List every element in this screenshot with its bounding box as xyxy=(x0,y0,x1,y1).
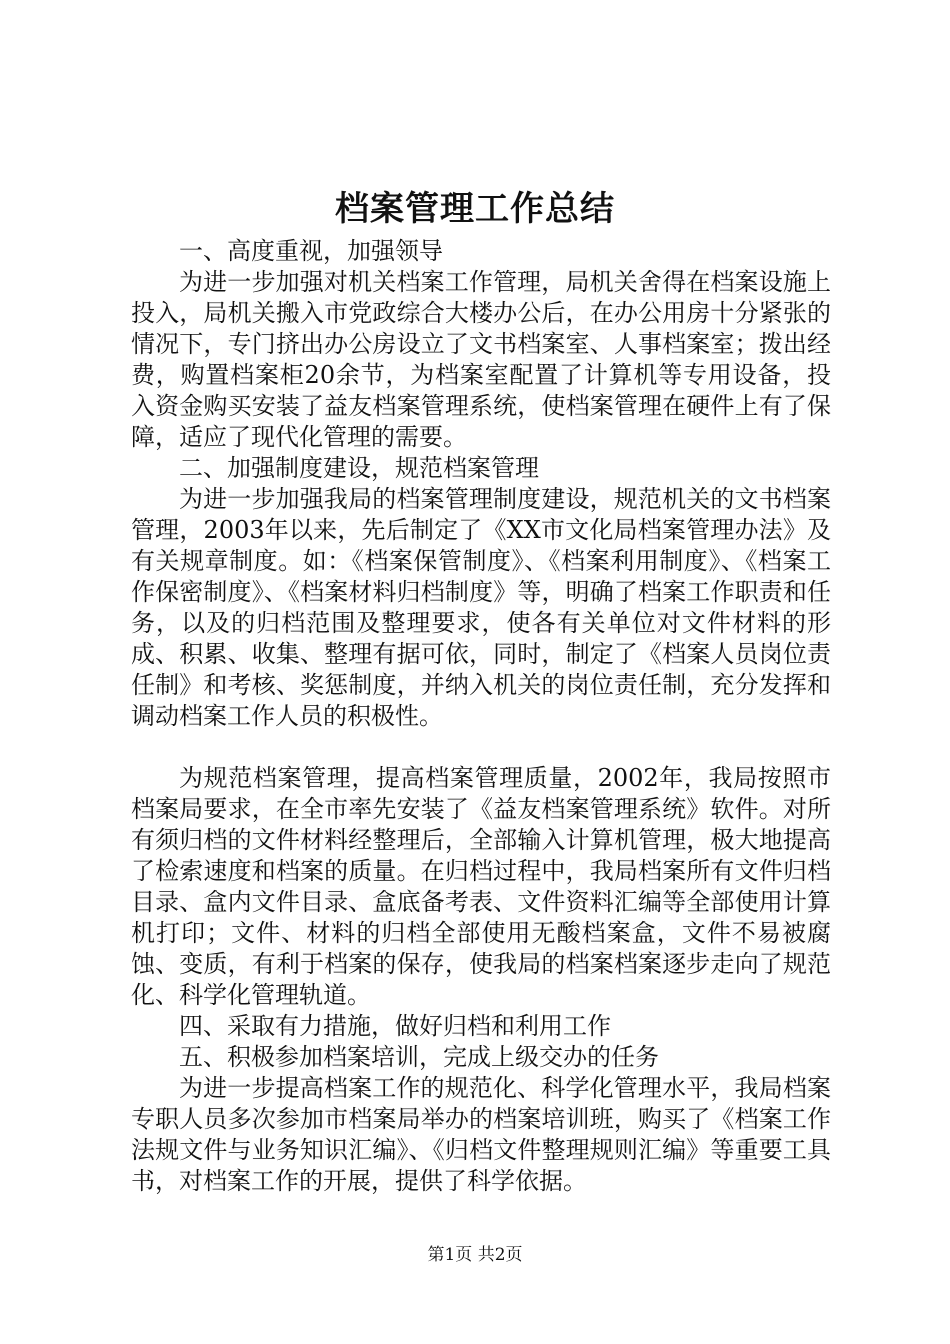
section-heading-5: 五、积极参加档案培训，完成上级交办的任务 xyxy=(179,1043,659,1071)
section-paragraph-3: 为规范档案管理，提高档案管理质量，2002年，我局按照市档案局要求，在全市率先安装了《益友档案管理系统》软件。对所有须归档的文件材料经整理后，全部输入计算机管理，极大地提高了检索速度和档案的质量。在归档过程中，我局档案所有文件归档目录、盒内文件目录、盒底备考表、文件资料汇编等全部使用计算机打印；文件、材料的归档全部使用无酸档案盒，文件不易被腐蚀、变质，有利于档案的保存，使我局的档案档案逐步走向了规范化、科学化管理轨道。 xyxy=(131,764,831,1009)
section-heading-4: 四、采取有力措施，做好归档和利用工作 xyxy=(179,1012,611,1040)
blank-line xyxy=(131,732,831,763)
section-paragraph-1: 为进一步加强对机关档案工作管理，局机关舍得在档案设施上投入，局机关搬入市党政综合大楼办公后，在办公用房十分紧张的情况下，专门挤出办公房设立了文书档案室、人事档案室；拨出经费，购置档案柜20余节，为档案室配置了计算机等专用设备，投入资金购买安装了益友档案管理系统，使档案管理在硬件上有了保障，适应了现代化管理的需要。 xyxy=(131,268,831,451)
section-heading-1: 一、高度重视，加强领导 xyxy=(179,237,443,265)
section-paragraph-5: 为进一步提高档案工作的规范化、科学化管理水平，我局档案专职人员多次参加市档案局举办的档案培训班，购买了《档案工作法规文件与业务知识汇编》、《归档文件整理规则汇编》等重要工具书，对档案工作的开展，提供了科学依据。 xyxy=(131,1074,831,1195)
document-body xyxy=(131,236,831,1197)
page-footer: 第1页 共2页 xyxy=(427,1245,523,1265)
section-paragraph-2: 为进一步加强我局的档案管理制度建设，规范机关的文书档案管理，2003年以来，先后制定了《XX市文化局档案管理办法》及有关规章制度。如：《档案保管制度》、《档案利用制度》、《档案工作保密制度》、《档案材料归档制度》等，明确了档案工作职责和任务，以及的归档范围及整理要求，使各有关单位对文件材料的形成、积累、收集、整理有据可依，同时，制定了《档案人员岗位责任制》和考核、奖惩制度，并纳入机关的岗位责任制，充分发挥和调动档案工作人员的积极性。 xyxy=(131,485,831,730)
document-title: 档案管理工作总结 xyxy=(335,189,615,229)
section-heading-2: 二、加强制度建设，规范档案管理 xyxy=(179,454,539,482)
